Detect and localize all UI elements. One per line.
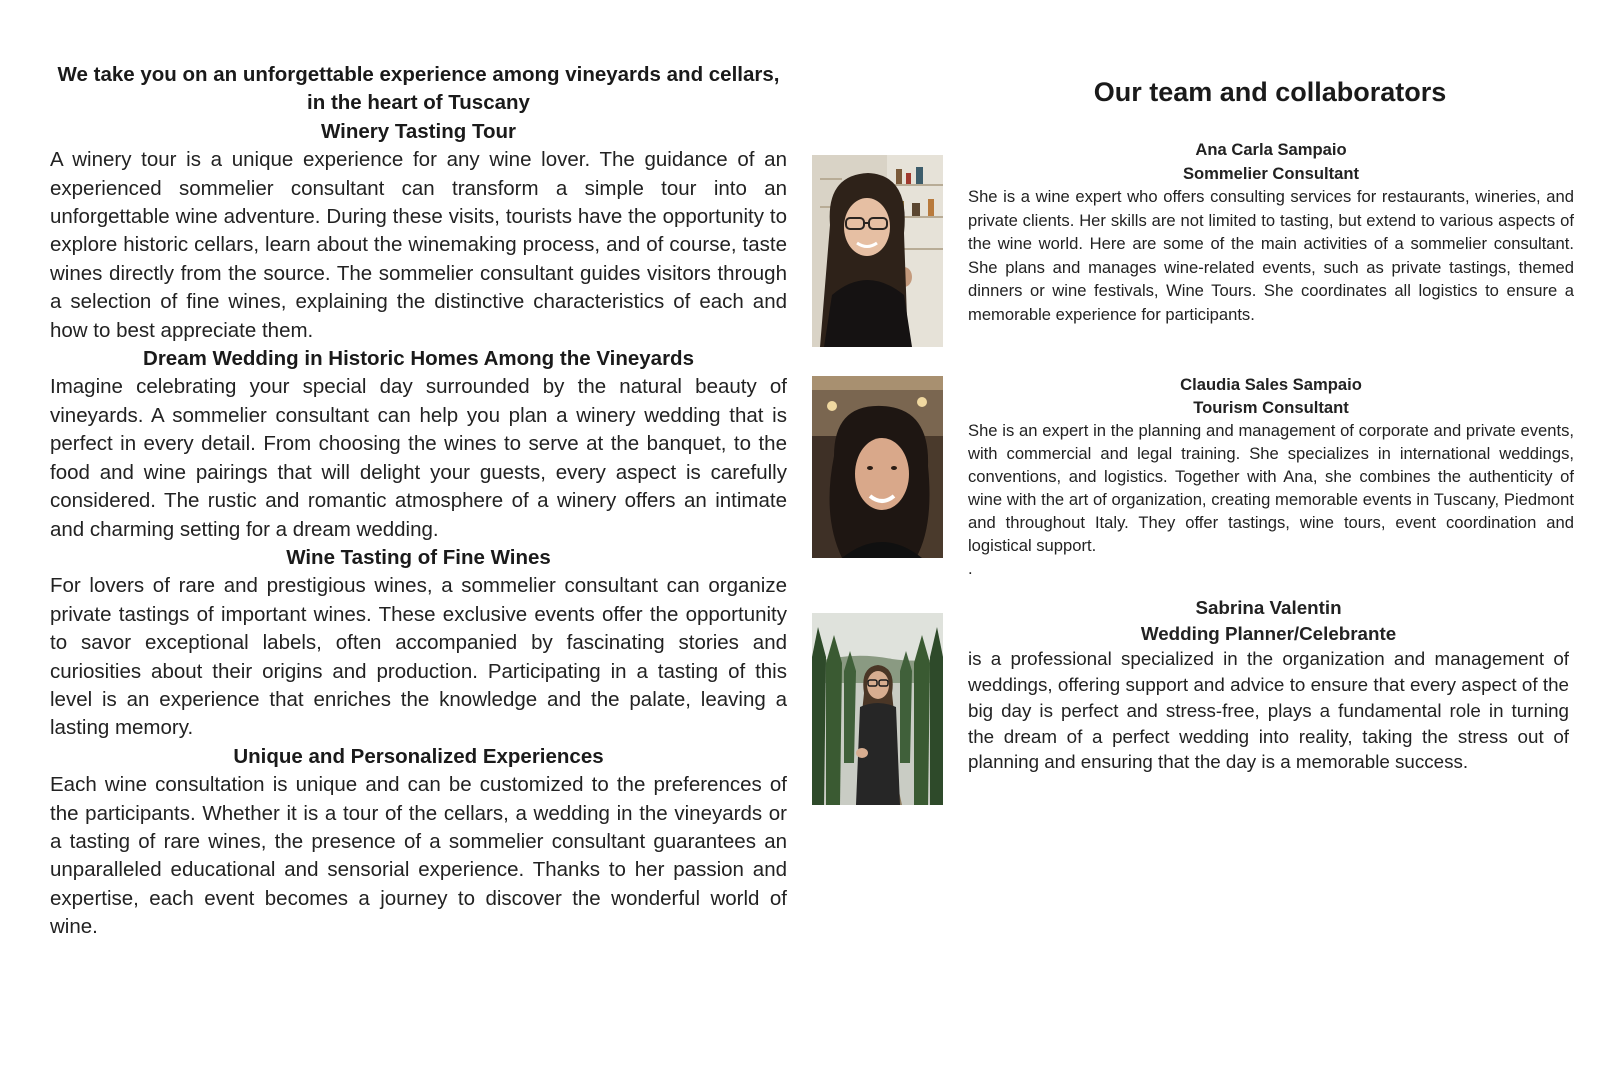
team-member-ana	[968, 138, 1574, 326]
section-text-dream-wedding: Imagine celebrating your special day surrounded by the natural beauty of vineyards. A sommelier consultant can help you plan a winery wedding that is perfect in every detail. From choosing the wines to serve at the banquet, to the food and wine pairings that will delight your guests, every aspect is carefully considered. The rustic and romantic atmosphere of a winery offers an intimate and charming setting for a dream wedding.	[50, 375, 787, 541]
member-bio: She is an expert in the planning and management of corporate and private events, with commercial and legal training. She specializes in international weddings, conventions, and logistics. Together with Ana, she combines the authenticity of wine with the art of organization, creating memorable events in Tuscany, Piedmont and throughout Italy. They offer tastings, wine tours, event coordination and logistical support.	[968, 421, 1574, 555]
member-bio-trailing-mark: .	[968, 559, 973, 578]
member-bio: is a professional specialized in the organization and management of weddings, offering support and advice to ensure that every aspect of the big day is perfect and stress-free, plays a fundamental role in turning the dream of a perfect wedding into reality, taking the stress out of planning and ensuring that the day is a memorable success.	[968, 648, 1569, 773]
section-heading-fine-wines: Wine Tasting of Fine Wines	[286, 545, 551, 569]
member-photo-ana	[812, 155, 943, 347]
member-name: Claudia Sales Sampaio	[1180, 375, 1362, 394]
section-heading-personalized: Unique and Personalized Experiences	[233, 744, 604, 768]
section-text-fine-wines: For lovers of rare and prestigious wines, a sommelier consultant can organize private tastings of important wines. These exclusive events offer the opportunity to savor exceptional labels, often accompanied by fascinating stories and curiosities about their origins and production. Participating in a tasting of this level is an experience that enriches the knowledge and the palate, leaving a lasting memory.	[50, 574, 787, 740]
section-heading-winery-tour: Winery Tasting Tour	[321, 119, 516, 143]
member-role: Sommelier Consultant	[1182, 163, 1360, 183]
member-photo-claudia	[812, 376, 943, 558]
member-name: Ana Carla Sampaio	[1195, 140, 1347, 159]
intro-heading: We take you on an unforgettable experience among vineyards and cellars, in the heart of Tuscany	[57, 63, 780, 115]
section-text-winery-tour: A winery tour is a unique experience for any wine lover. The guidance of an experienced sommelier consultant can transform a simple tour into an unforgettable wine adventure. During these visits, tourists have the opportunity to explore historic cellars, learn about the winemaking process, and of course, taste wines directly from the source. The sommelier consultant guides visitors through a selection of fine wines, explaining the distinctive characteristics of each and how to best appreciate them.	[50, 148, 787, 342]
member-role: Tourism Consultant	[1193, 398, 1349, 417]
section-heading-dream-wedding: Dream Wedding in Historic Homes Among the Vineyards	[143, 347, 694, 371]
member-photo-sabrina	[812, 613, 943, 805]
member-name: Sabrina Valentin	[1195, 597, 1342, 618]
section-text-personalized: Each wine consultation is unique and can be customized to the preferences of the participants. Whether it is a tour of the cellars, a wedding in the vineyards or a tasting of rare wines, the presence of a sommelier consultant guarantees an unparalleled educational and sensorial experience. Thanks to her passion and expertise, each event becomes a journey to discover the wonderful world of wine.	[50, 773, 787, 939]
member-bio: She is a wine expert who offers consulting services for restaurants, wineries, and private clients. Her skills are not limited to tasting, but extend to various aspects of the wine world. Here are some of the main activities of a sommelier consultant. She plans and manages wine-related events, such as private tastings, themed dinners or wine festivals, Wine Tours. She coordinates all logistics to ensure a memorable experience for participants.	[968, 187, 1574, 324]
member-role: Wedding Planner/Celebrante	[1140, 622, 1397, 644]
team-title: Our team and collaborators	[1093, 77, 1447, 107]
team-member-sabrina	[968, 595, 1569, 775]
team-member-claudia	[968, 373, 1574, 580]
services-column	[50, 61, 787, 942]
